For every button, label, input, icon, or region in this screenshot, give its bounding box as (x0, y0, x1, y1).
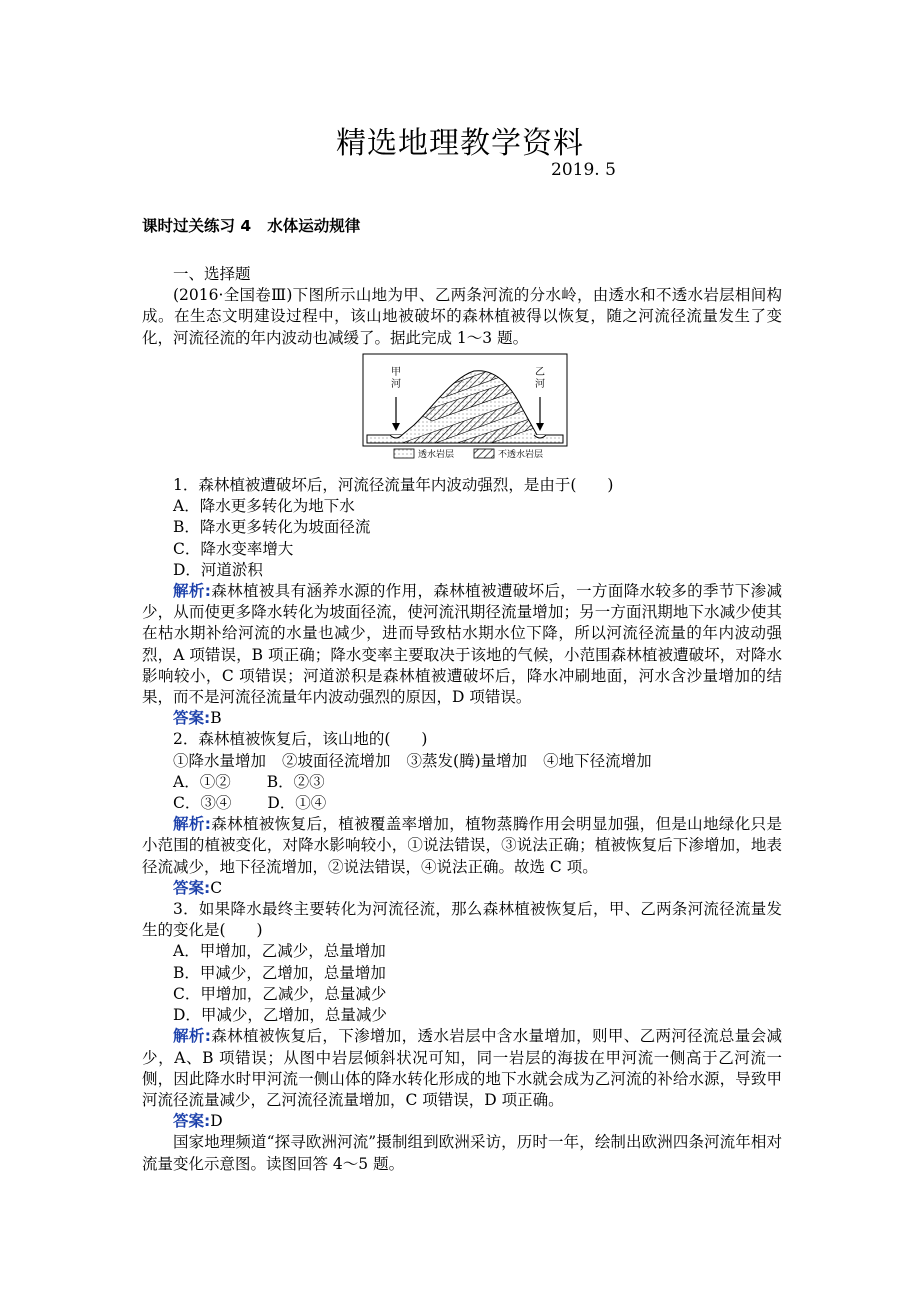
question-1-option-d: D．河道淤积 (173, 560, 263, 579)
river-jia-label-2: 河 (391, 378, 401, 390)
question-2-items (142, 751, 782, 772)
item-2: ②坡面径流增加 (282, 751, 391, 770)
question-1-answer (142, 708, 782, 729)
river-yi-label-2: 河 (535, 378, 545, 390)
question-2-answer (142, 878, 782, 899)
analysis-label: 解析: (173, 1027, 211, 1046)
question-1-option-c: C．降水变率增大 (173, 539, 294, 558)
question-3-analysis (142, 1026, 782, 1111)
lesson-heading (142, 214, 360, 236)
answer-label: 答案: (173, 878, 211, 897)
analysis-text: 森林植被具有涵养水源的作用，森林植被遭破坏后，一方面降水较多的季节下渗减少，从而使更多降水转化为坡面径流，使河流汛期径流量增加；另一方面汛期地下水减少使其在枯水期补给河流的水量也减少，进而导致枯水期水位下降，所以河流径流量的年内波动强烈，A 项错误，B 项正确；降水变率主要取决于该地的气候，小范围森林植被遭破坏，对降水影响较小，C 项错误；河道淤积是森林植被遭破坏后，降水冲刷地面，河水含沙量增加的结果，而不是河流径流量年内波动强烈的原因，D 项错误。 (142, 582, 782, 707)
analysis-label: 解析: (173, 815, 211, 834)
answer-value: C (210, 878, 223, 897)
item-1: ①降水量增加 (173, 751, 267, 770)
lesson-topic: 水体运动规律 (267, 217, 361, 235)
answer-value: D (210, 1112, 223, 1131)
question-3-option-c: C．甲增加，乙减少，总量减少 (173, 984, 387, 1003)
analysis-text: 森林植被恢复后，植被覆盖率增加，植物蒸腾作用会明显加强，但是山地绿化只是小范围的植被变化，对降水影响较小，①说法错误，③说法正确；植被恢复后下渗增加，地表径流减少，地下径流增加，②说法错误，④说法正确。故选 C 项。 (142, 815, 782, 876)
question-3-option-b: B．甲减少，乙增加，总量增加 (173, 963, 386, 982)
question-1-option-b: B．降水更多转化为坡面径流 (173, 518, 371, 537)
question-2-analysis (142, 814, 782, 878)
question-3-answer (142, 1111, 782, 1132)
item-4: ④地下径流增加 (543, 751, 652, 770)
analysis-text: 森林植被恢复后，下渗增加，透水岩层中含水量增加，则甲、乙两河径流总量会减少，A、B 项错误；从图中岩层倾斜状况可知，同一岩层的海拔在甲河流一侧高于乙河流一侧，因此降水时甲河流一侧山体的降水转化形成的地下水就会成为乙河流的补给水源，导致甲河流径流量减少，乙河流径流量增加，C 项错误，D 项正确。 (142, 1027, 782, 1109)
question-2-options-row-1 (142, 772, 782, 793)
item-3: ③蒸发(腾)量增加 (406, 751, 528, 770)
legend-impermeable-swatch (474, 449, 494, 458)
answer-label: 答案: (173, 1112, 211, 1131)
question-2-stem: 2．森林植被恢复后，该山地的( ) (173, 730, 428, 749)
lesson-label: 课时过关练习 4 (142, 217, 252, 235)
question-3-stem: 3．如果降水最终主要转化为河流径流，那么森林植被恢复后，甲、乙两条河流径流量发生的变化是( ) (142, 900, 782, 940)
legend-permeable-swatch (394, 449, 414, 458)
question-2-option-c: C．③④ (173, 794, 232, 813)
section-heading: 一、选择题 (173, 265, 251, 283)
question-1-stem: 1．森林植被遭破坏后，河流径流量年内波动强烈，是由于( ) (173, 476, 614, 495)
question-group-intro-2: 国家地理频道“探寻欧洲河流”摄制组到欧洲采访，历时一年，绘制出欧洲四条河流年相对流量变化示意图。读图回答 4～5 题。 (142, 1133, 782, 1173)
question-3-option-d: D．甲减少，乙增加，总量减少 (173, 1006, 387, 1025)
answer-value: B (210, 709, 222, 728)
watershed-cross-section-figure (362, 353, 568, 463)
question-1-option-a: A．降水更多转化为地下水 (173, 497, 355, 516)
legend-permeable-label: 透水岩层 (418, 449, 455, 460)
question-2-option-b: B．②③ (266, 772, 325, 791)
page-title: 精选地理教学资料 (336, 126, 584, 161)
legend-impermeable-label: 不透水岩层 (498, 449, 544, 460)
question-2-option-a: A．①② (173, 772, 231, 791)
answer-label: 答案: (173, 709, 211, 728)
analysis-label: 解析: (173, 582, 211, 601)
question-2-option-d: D．①④ (267, 794, 327, 813)
question-group-intro: (2016·全国卷Ⅲ)下图所示山地为甲、乙两条河流的分水岭，由透水和不透水岩层相间构成。在生态文明建设过程中，该山地被破坏的森林植被得以恢复，随之河流径流量发生了变化，河流径流的年内波动也减缓了。据此完成 1～3 题。 (142, 286, 782, 347)
question-1-analysis (142, 581, 782, 708)
document-body (142, 264, 782, 1175)
river-yi-label-1: 乙 (535, 366, 545, 378)
question-2-options-row-2 (142, 793, 782, 814)
question-3-option-a: A．甲增加，乙减少，总量增加 (173, 942, 386, 961)
document-date: 2019. 5 (551, 160, 616, 180)
river-jia-label-1: 甲 (391, 366, 401, 378)
